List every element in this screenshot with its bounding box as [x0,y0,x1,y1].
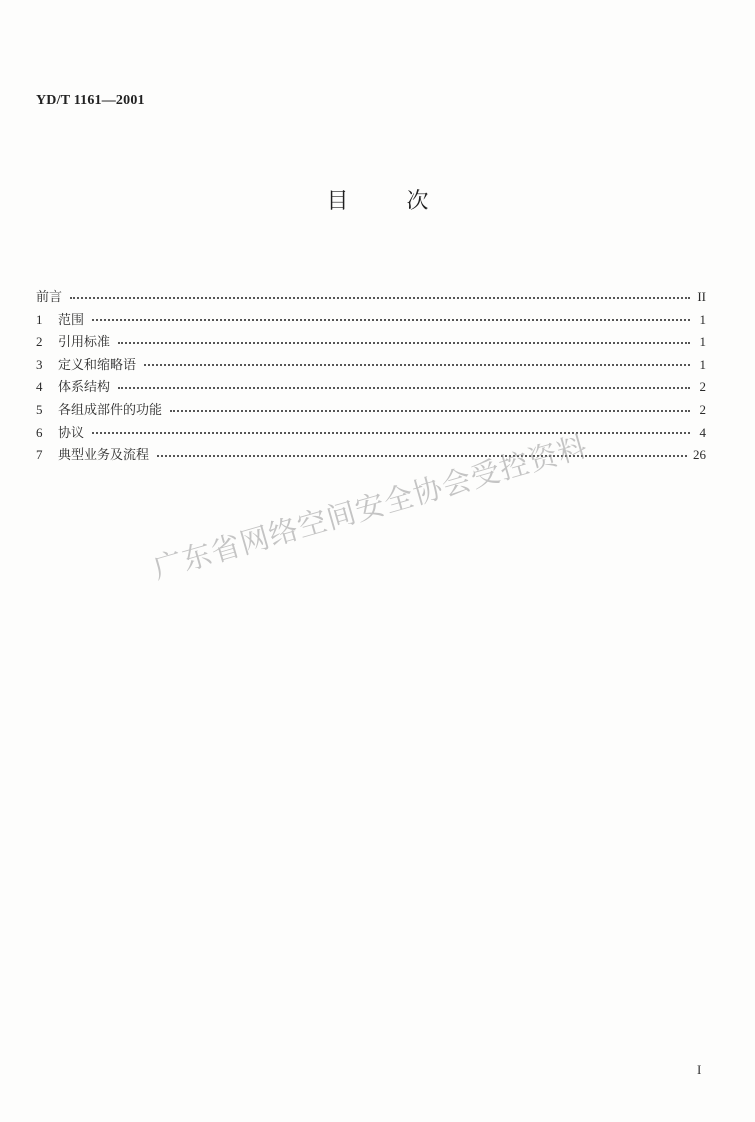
watermark-text: 广东省网络空间安全协会受控资料 [149,428,592,586]
toc-entry-2[interactable] [36,331,706,354]
toc-entry-label: 前言 [36,290,63,305]
document-code: YD/T 1161—2001 [36,93,145,108]
page-number: I [697,1062,702,1077]
toc-entry-1[interactable] [36,309,706,332]
toc-dot-leader [70,297,690,299]
toc-entry-number: 3 [36,356,43,372]
toc-entry-6[interactable] [36,422,706,445]
toc-dot-leader [92,319,690,321]
toc-dot-leader [118,342,690,344]
toc-entry-page: 2 [699,401,706,417]
toc-entry-number: 7 [36,447,43,463]
toc-entry-number: 2 [36,334,43,350]
toc-entry-label: 协议 [58,425,85,441]
title-char-1: 目 [326,189,349,214]
toc-dot-leader [118,387,690,389]
toc-entry-number: 5 [36,401,43,417]
page-title [0,184,755,215]
toc-entry-5[interactable] [36,399,706,422]
toc-entry-label: 各组成部件的功能 [58,402,163,418]
toc-entry-number: 1 [36,311,43,327]
toc-entry-page: 1 [699,356,706,372]
toc-dot-leader [92,432,690,434]
toc-entry-label: 典型业务及流程 [58,448,150,464]
toc-entry-label: 定义和缩略语 [58,357,137,373]
title-char-2: 次 [406,189,429,214]
toc-entry-label: 引用标准 [58,335,111,351]
toc-dot-leader [144,364,690,366]
toc-entry-number: 4 [36,379,43,395]
table-of-contents [36,286,706,467]
toc-entry-page: 2 [699,379,706,395]
toc-entry-page: 1 [699,334,706,350]
toc-entry-4[interactable] [36,376,706,399]
toc-entry-7[interactable] [36,444,706,467]
toc-entry-label: 体系结构 [58,380,111,396]
toc-dot-leader [157,455,687,457]
toc-entry-page: 4 [699,424,706,440]
toc-entry-number: 6 [36,424,43,440]
toc-entry-page: 26 [693,447,706,463]
toc-entry-label: 范围 [58,312,85,328]
toc-entry-3[interactable] [36,354,706,377]
toc-entry-page: 1 [699,311,706,327]
toc-entry-page: II [697,289,706,304]
toc-dot-leader [170,410,690,412]
toc-entry-foreword[interactable] [36,286,706,309]
